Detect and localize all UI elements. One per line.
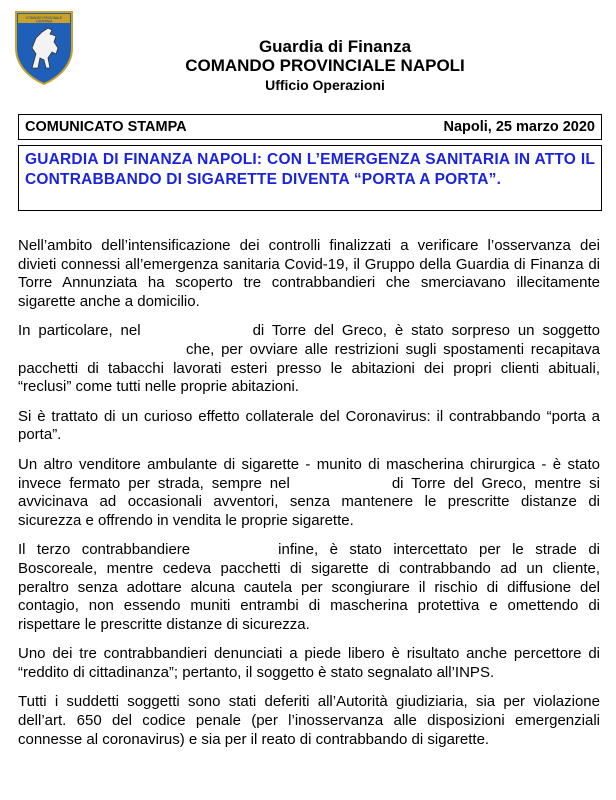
dateline: Napoli, 25 marzo 2020	[443, 119, 595, 135]
paragraph	[18, 322, 600, 396]
article-body	[18, 237, 600, 760]
paragraph	[18, 541, 600, 634]
paragraph-text: infine, è stato intercettato per le strade di Boscoreale, mentre cedeva pacchetti di sigarette di contrabbando ad un cliente, peraltro senza adottare alcuna cautela per scongiurare il rischio di diffusione del contagio, non essendo muniti entrambi di mascherina protettiva e omettendo di rispettare le prescritte distanze di sicurezza.	[18, 541, 600, 633]
logo-caption-2: CAMPANIA	[35, 19, 53, 24]
press-release-bar	[18, 114, 602, 140]
headline: GUARDIA DI FINANZA NAPOLI: CON L’EMERGENZA SANITARIA IN ATTO IL CONTRABBANDO DI SIGARETTE DIVENTA “PORTA A PORTA”.	[25, 151, 595, 188]
paragraph-text: Il terzo contrabbandiere	[18, 541, 191, 559]
press-release-label: COMUNICATO STAMPA	[25, 119, 187, 135]
paragraph-text: Un altro venditore ambulante di sigarette - munito di mascherina chirurgica - è stato invece fermato per strada, sempre nel	[18, 455, 600, 492]
paragraph: Uno dei tre contrabbandieri denunciati a piede libero è risultato anche percettore di “reddito di cittadinanza”; pertanto, il soggetto è stato segnalato all’INPS.	[18, 645, 600, 681]
paragraph: Si è trattato di un curioso effetto collaterale del Coronavirus: il contrabbando “porta a porta”.	[18, 407, 600, 444]
letterhead	[90, 38, 560, 94]
paragraph: Nell’ambito dell’intensificazione dei controlli finalizzati a verificare l’osservanza dei divieti connessi all’emergenza sanitaria Covid-19, il Gruppo della Guardia di Finanza di Torre Annunziata ha scoperto tre contrabbandieri che smerciavano illecitamente sigarette anche a domicilio.	[18, 237, 600, 310]
logo-caption: COMANDO REGIONALE	[25, 16, 63, 20]
office-name: Ufficio Operazioni	[265, 77, 385, 93]
paragraph-text: In particolare, nel	[18, 322, 141, 340]
command-name: COMANDO PROVINCIALE NAPOLI	[185, 56, 465, 75]
org-name: Guardia di Finanza	[258, 37, 412, 56]
paragraph: Tutti i suddetti soggetti sono stati deferiti all’Autorità giudiziaria, sia per violazione dell’art. 650 del codice penale (per l’inosservanza alle disposizioni emergenziali connesse al coronavirus) e sia per il reato di contrabbando di sigarette.	[18, 693, 600, 748]
headline-box	[18, 145, 602, 211]
guardia-di-finanza-crest-logo	[12, 8, 76, 86]
paragraph	[18, 456, 600, 530]
paragraph-text: di Torre del Greco, è stato sorpreso un soggetto	[252, 322, 600, 340]
paragraph-text: di Torre del Greco, mentre si avvicinava ad occasionali avventori, senza mantenere le prescritte distanze di sicurezza e offrendo in vendita le proprie sigarette.	[18, 474, 600, 529]
paragraph-text: che, per ovviare alle restrizioni sugli spostamenti recapitava pacchetti di tabacchi lavorati esteri presso le abitazioni dei propri clienti abituali, “reclusi” come tutti nelle proprie abitazioni.	[18, 340, 600, 396]
